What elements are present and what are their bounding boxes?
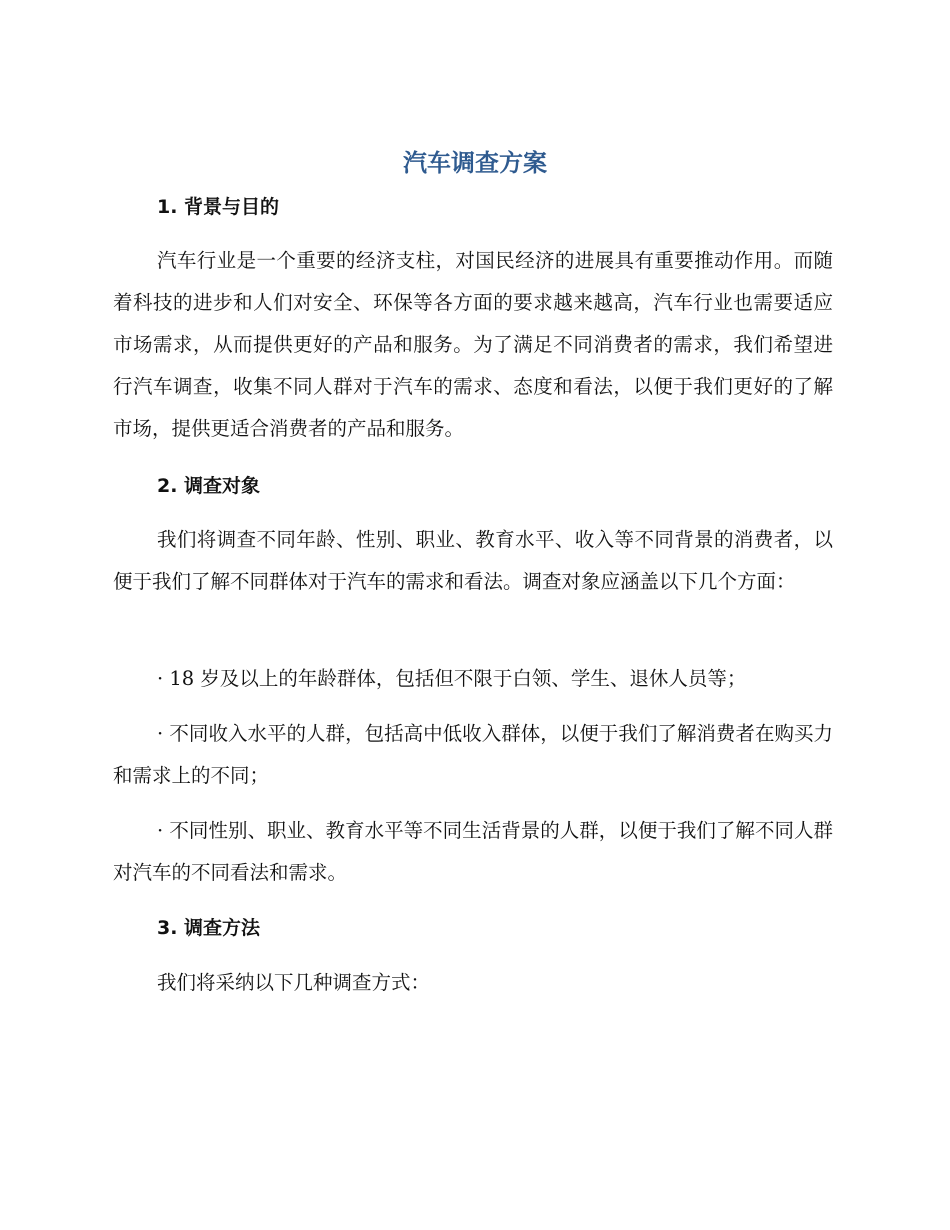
section-heading-background: 1. 背景与目的 [157, 196, 280, 218]
section-heading-methods: 3. 调查方法 [157, 917, 261, 939]
subjects-paragraph: 我们将调查不同年龄、性别、职业、教育水平、收入等不同背景的消费者，以便于我们了解不同群体对于汽车的需求和看法。调查对象应涵盖以下几个方面： [113, 528, 833, 593]
subjects-bullet-background: · 不同性别、职业、教育水平等不同生活背景的人群，以便于我们了解不同人群对汽车的不同看法和需求。 [113, 819, 833, 884]
methods-paragraph: 我们将采纳以下几种调查方式： [157, 971, 431, 994]
subjects-bullet-age: · 18 岁及以上的年龄群体，包括但不限于白领、学生、退休人员等； [157, 667, 747, 690]
document-title: 汽车调查方案 [403, 149, 547, 177]
background-paragraph: 汽车行业是一个重要的经济支柱，对国民经济的进展具有重要推动作用。而随着科技的进步和人们对安全、环保等各方面的要求越来越高，汽车行业也需要适应市场需求，从而提供更好的产品和服务。为了满足不同消费者的需求，我们希望进行汽车调查，收集不同人群对于汽车的需求、态度和看法，以便于我们更好的了解市场，提供更适合消费者的产品和服务。 [113, 249, 833, 440]
section-heading-subjects: 2. 调查对象 [157, 475, 261, 497]
subjects-bullet-income: · 不同收入水平的人群，包括高中低收入群体，以便于我们了解消费者在购买力和需求上的不同； [113, 722, 833, 787]
